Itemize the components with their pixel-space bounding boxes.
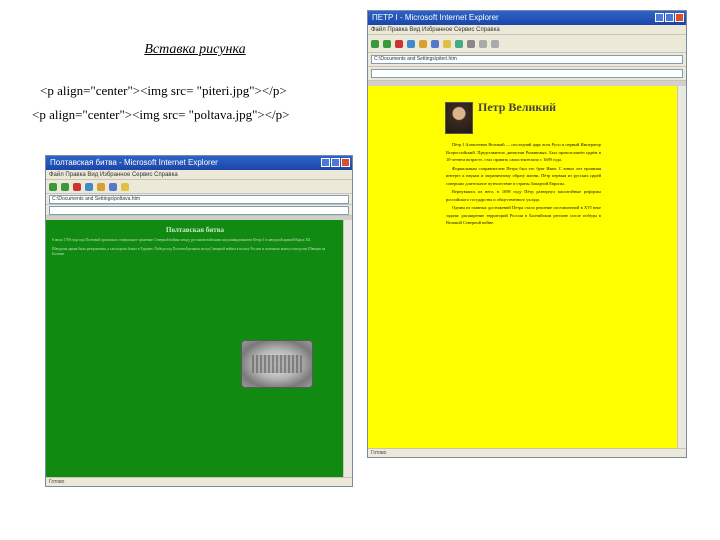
status-bar: Готово [46,477,352,486]
page-paragraph: Пётр I Алексеевич Великий — последний царь всея Руси и первый Император Всероссийский. Представитель династии Романовых. Был провозглашён царём в 10-летнем возрасте, стал править самостоятельно с 1689 года. [446,142,601,162]
page-paragraph: Одним из главных достижений Петра стало решение поставленной в XVI веке задачи: расширение территорий России в Балтийском регионе после победы в Великой Северной войне. [446,205,601,225]
favorites-icon[interactable] [121,183,129,191]
address-input[interactable]: C:\Documents and Settings\piteri.htm [371,55,683,64]
google-toolbar [46,205,352,216]
window-titlebar [368,11,686,25]
maximize-button[interactable] [665,13,674,22]
page-heading: Петр Великий [478,100,557,114]
print-icon[interactable] [491,40,499,48]
page-heading: Полтавская битва [166,226,224,234]
window-title: ПЕТР I - Microsoft Internet Explorer [372,13,499,22]
back-icon[interactable] [49,183,57,191]
refresh-icon[interactable] [407,40,415,48]
minimize-button[interactable] [321,158,330,167]
google-toolbar [368,67,686,81]
address-input[interactable]: C:\Documents and Settings\poltava.htm [49,195,349,204]
window-title: Полтавская битва - Microsoft Internet Explorer [50,158,218,167]
menu-bar[interactable]: Файл Правка Вид Избранное Сервис Справка [46,170,352,180]
portrait-image [445,102,473,134]
code-line-poltava: <p align="center"><img src= "poltava.jpg"></p> [32,107,290,122]
google-search-input[interactable] [49,206,349,215]
address-bar [368,53,686,67]
page-text [446,141,601,228]
search-icon[interactable] [431,40,439,48]
page-paragraph: Шведская армия была разгромлена, а сам король бежал в Турцию. Победа под Полтавой решила исход Северной войны в пользу России и положила конец господству Швеции на Балтике. [52,247,326,256]
code-line-piteri: <p align="center"><img src= "piteri.jpg"></p> [40,83,287,98]
menu-bar[interactable]: Файл Правка Вид Избранное Сервис Справка [368,25,686,35]
minimize-button[interactable] [655,13,664,22]
page-paragraph: 8 июля 1709 года под Полтавой произошло генеральное сражение Северной войны между русскими войсками под командованием Петра I и шведской армией Карла XII. [52,238,312,242]
close-button[interactable] [341,158,350,167]
coin-image [241,340,313,388]
search-icon[interactable] [109,183,117,191]
close-button[interactable] [675,13,684,22]
page-content [368,86,678,448]
home-icon[interactable] [419,40,427,48]
forward-icon[interactable] [61,183,69,191]
vertical-scrollbar[interactable] [677,86,686,448]
mail-icon[interactable] [479,40,487,48]
forward-icon[interactable] [383,40,391,48]
address-bar [46,194,352,205]
slide-title: Вставка рисунка [144,42,246,57]
page-paragraph: Формальным соправителем Петра был его брат Иван. С юных лет проявляя интерес к наукам и заграничному образу жизни, Пётр первым из русских царей совершил длительное путешествие в страны Западной Европы. [446,165,601,186]
back-icon[interactable] [371,40,379,48]
media-icon[interactable] [455,40,463,48]
page-paragraph: Вернувшись из него, в 1698 году Пётр развернул масштабные реформы российского государства и общественного уклада. [446,189,601,202]
green-browser-window [45,155,353,487]
vertical-scrollbar[interactable] [343,220,352,477]
history-icon[interactable] [467,40,475,48]
stop-icon[interactable] [395,40,403,48]
page-content [46,220,344,477]
toolbar [368,35,686,53]
google-search-input[interactable] [371,69,683,78]
maximize-button[interactable] [331,158,340,167]
home-icon[interactable] [97,183,105,191]
toolbar [46,180,352,194]
favorites-icon[interactable] [443,40,451,48]
window-titlebar [46,156,352,170]
status-bar: Готово [368,448,686,457]
stop-icon[interactable] [73,183,81,191]
refresh-icon[interactable] [85,183,93,191]
yellow-browser-window [367,10,687,458]
